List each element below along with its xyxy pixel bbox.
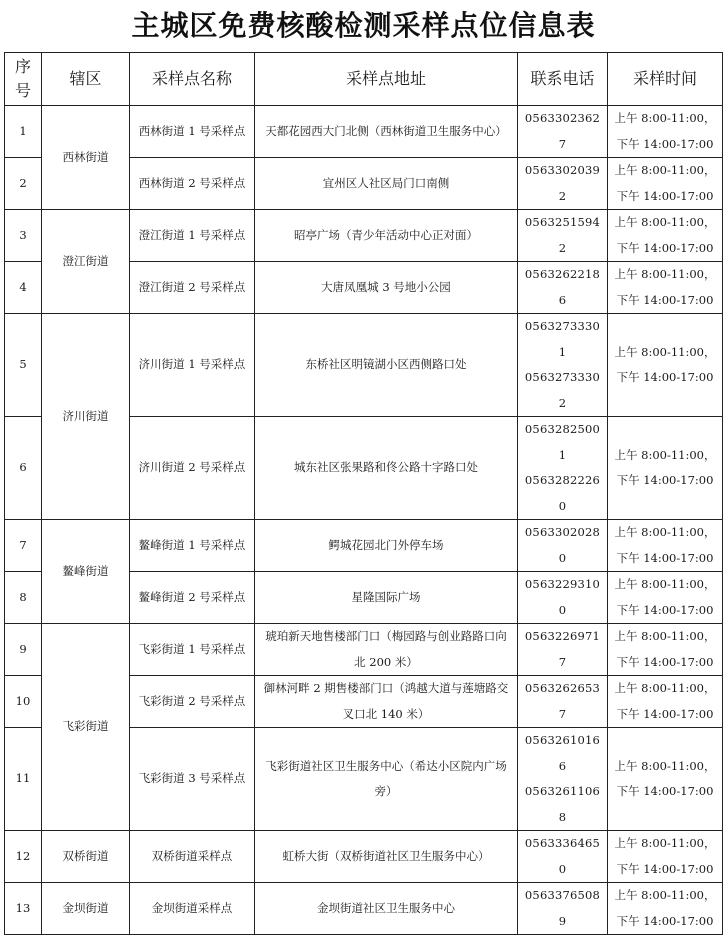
cell-site-name: 鳌峰街道 2 号采样点	[130, 572, 255, 624]
cell-time	[608, 624, 723, 676]
cell-seq: 5	[5, 314, 42, 417]
cell-phone	[518, 417, 608, 520]
header-phone: 联系电话	[518, 53, 608, 106]
cell-site-name: 澄江街道 2 号采样点	[130, 262, 255, 314]
cell-address: 金坝街道社区卫生服务中心	[255, 883, 518, 935]
time-pm: 下午 14:00-17:00	[616, 370, 714, 384]
cell-address: 天都花园西大门北侧（西林街道卫生服务中心）	[255, 106, 518, 158]
cell-time	[608, 572, 723, 624]
cell-phone	[518, 572, 608, 624]
cell-time	[608, 210, 723, 262]
cell-address: 东桥社区明镜湖小区西侧路口处	[255, 314, 518, 417]
time-am: 上午 8:00-11:00，	[614, 577, 716, 591]
cell-seq: 8	[5, 572, 42, 624]
cell-address: 鳄城花园北门外停车场	[255, 520, 518, 572]
phone-number: 05632822260	[524, 473, 601, 513]
cell-time	[608, 417, 723, 520]
cell-site-name: 西林街道 1 号采样点	[130, 106, 255, 158]
cell-seq: 10	[5, 676, 42, 728]
cell-phone	[518, 106, 608, 158]
cell-site-name: 飞彩街道 1 号采样点	[130, 624, 255, 676]
cell-district: 金坝街道	[42, 883, 130, 935]
cell-district: 济川街道	[42, 314, 130, 520]
phone-number: 05632269717	[524, 629, 601, 669]
time-pm: 下午 14:00-17:00	[616, 602, 714, 617]
phone-number: 05632626537	[524, 681, 601, 721]
time-pm: 下午 14:00-17:00	[616, 913, 714, 928]
cell-phone	[518, 520, 608, 572]
header-seq-line1: 序	[14, 57, 31, 76]
cell-address: 琥珀新天地售楼部门口（梅园路与创业路路口向北 200 米）	[255, 624, 518, 676]
header-time: 采样时间	[608, 53, 723, 106]
time-am: 上午 8:00-11:00，	[614, 267, 716, 281]
cell-phone	[518, 262, 608, 314]
cell-district: 鳌峰街道	[42, 520, 130, 624]
cell-site-name: 澄江街道 1 号采样点	[130, 210, 255, 262]
time-am: 上午 8:00-11:00，	[614, 758, 716, 773]
cell-phone	[518, 728, 608, 831]
cell-district: 澄江街道	[42, 210, 130, 314]
cell-site-name: 西林街道 2 号采样点	[130, 158, 255, 210]
phone-number: 05632733301	[524, 319, 601, 359]
cell-seq: 2	[5, 158, 42, 210]
phone-number: 05632610166	[524, 733, 601, 773]
time-am: 上午 8:00-11:00，	[614, 836, 716, 850]
cell-time	[608, 314, 723, 417]
table-row	[5, 624, 723, 676]
cell-district: 飞彩街道	[42, 624, 130, 831]
table-row	[5, 106, 723, 158]
cell-seq: 7	[5, 520, 42, 572]
cell-seq: 3	[5, 210, 42, 262]
time-am: 上午 8:00-11:00，	[614, 215, 716, 229]
time-pm: 下午 14:00-17:00	[616, 550, 714, 565]
cell-site-name: 鳌峰街道 1 号采样点	[130, 520, 255, 572]
cell-seq: 6	[5, 417, 42, 520]
cell-phone	[518, 158, 608, 210]
time-am: 上午 8:00-11:00，	[614, 111, 716, 125]
time-pm: 下午 14:00-17:00	[616, 188, 714, 203]
header-site-name: 采样点名称	[130, 53, 255, 106]
cell-district: 双桥街道	[42, 831, 130, 883]
header-address: 采样点地址	[255, 53, 518, 106]
time-am: 上午 8:00-11:00，	[614, 888, 716, 902]
time-pm: 下午 14:00-17:00	[616, 861, 714, 876]
cell-time	[608, 883, 723, 935]
cell-time	[608, 728, 723, 831]
cell-address: 大唐凤凰城 3 号地小公园	[255, 262, 518, 314]
time-am: 上午 8:00-11:00，	[614, 525, 716, 539]
page-title: 主城区免费核酸检测采样点位信息表	[131, 9, 596, 42]
header-seq	[5, 53, 42, 106]
cell-time	[608, 262, 723, 314]
table-row	[5, 520, 723, 572]
time-am: 上午 8:00-11:00，	[614, 629, 716, 643]
cell-seq: 4	[5, 262, 42, 314]
cell-time	[608, 520, 723, 572]
phone-number: 05632622186	[524, 267, 601, 307]
phone-number: 05632733302	[524, 370, 601, 410]
phone-number: 05633020392	[524, 163, 601, 203]
phone-number: 05632515942	[524, 215, 601, 255]
cell-seq: 9	[5, 624, 42, 676]
time-pm: 下午 14:00-17:00	[616, 292, 714, 307]
phone-number: 05633364650	[524, 836, 601, 876]
cell-address: 虹桥大街（双桥街道社区卫生服务中心）	[255, 831, 518, 883]
time-am: 上午 8:00-11:00，	[614, 163, 716, 177]
header-district: 辖区	[42, 53, 130, 106]
cell-address: 星隆国际广场	[255, 572, 518, 624]
cell-district: 西林街道	[42, 106, 130, 210]
cell-address: 御林河畔 2 期售楼部门口（鸿越大道与莲塘路交叉口北 140 米）	[255, 676, 518, 728]
cell-time	[608, 106, 723, 158]
table-row	[5, 210, 723, 262]
phone-number: 05632825001	[524, 422, 601, 462]
time-pm: 下午 14:00-17:00	[616, 473, 714, 487]
time-am: 上午 8:00-11:00，	[614, 447, 716, 462]
time-pm: 下午 14:00-17:00	[616, 654, 714, 669]
time-pm: 下午 14:00-17:00	[616, 706, 714, 721]
cell-seq: 12	[5, 831, 42, 883]
cell-seq: 13	[5, 883, 42, 935]
cell-phone	[518, 624, 608, 676]
cell-site-name: 飞彩街道 3 号采样点	[130, 728, 255, 831]
table-header-row	[5, 53, 723, 106]
cell-phone	[518, 314, 608, 417]
cell-address: 昭亭广场（青少年活动中心正对面）	[255, 210, 518, 262]
cell-site-name: 飞彩街道 2 号采样点	[130, 676, 255, 728]
time-pm: 下午 14:00-17:00	[616, 136, 714, 151]
cell-site-name: 济川街道 2 号采样点	[130, 417, 255, 520]
cell-site-name: 金坝街道采样点	[130, 883, 255, 935]
cell-phone	[518, 210, 608, 262]
phone-number: 05633020280	[524, 525, 601, 565]
cell-seq: 1	[5, 106, 42, 158]
sampling-sites-table	[4, 52, 723, 935]
time-pm: 下午 14:00-17:00	[616, 784, 714, 798]
phone-number: 05632611068	[524, 784, 601, 824]
phone-number: 05633765089	[524, 888, 601, 928]
cell-phone	[518, 676, 608, 728]
cell-time	[608, 158, 723, 210]
cell-address: 宜州区人社区局门口南侧	[255, 158, 518, 210]
time-am: 上午 8:00-11:00，	[614, 681, 716, 695]
time-am: 上午 8:00-11:00，	[614, 344, 716, 359]
table-row	[5, 314, 723, 417]
time-pm: 下午 14:00-17:00	[616, 240, 714, 255]
cell-time	[608, 831, 723, 883]
cell-seq: 11	[5, 728, 42, 831]
table-row	[5, 831, 723, 883]
header-seq-line2: 号	[14, 81, 31, 100]
phone-number: 05632293100	[524, 577, 601, 617]
cell-address: 飞彩街道社区卫生服务中心（希达小区院内广场旁）	[255, 728, 518, 831]
phone-number: 05633023627	[524, 111, 601, 151]
cell-phone	[518, 883, 608, 935]
table-row	[5, 883, 723, 935]
cell-site-name: 双桥街道采样点	[130, 831, 255, 883]
cell-address: 城东社区张果路和佟公路十字路口处	[255, 417, 518, 520]
cell-site-name: 济川街道 1 号采样点	[130, 314, 255, 417]
cell-time	[608, 676, 723, 728]
cell-phone	[518, 831, 608, 883]
